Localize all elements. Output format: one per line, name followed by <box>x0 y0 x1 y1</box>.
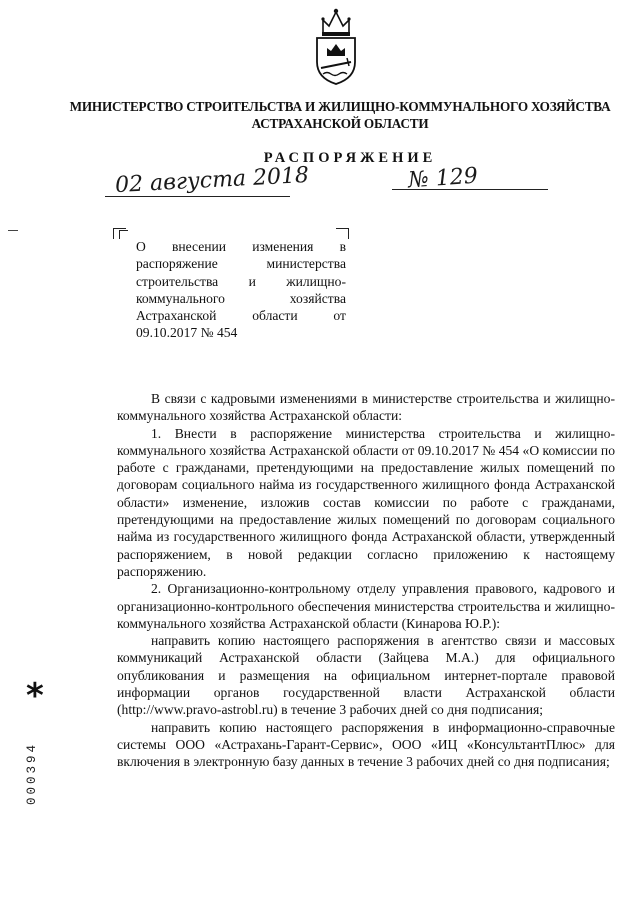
date-underline <box>105 196 290 197</box>
subject-line: 09.10.2017 № 454 <box>136 325 238 341</box>
order-title: РАСПОРЯЖЕНИЕ <box>263 150 437 166</box>
intro-paragraph: В связи с кадровыми изменениями в министерстве строительства и жилищно-коммунального хозяйства Астраханской области: <box>117 391 615 424</box>
subject-line: Астраханской области от <box>136 308 346 324</box>
item-2b-paragraph: направить копию настоящего распоряжения в информационно-справочные системы ООО «Астрахань-Гарант-Сервис», ООО «ИЦ «КонсультантПлюс» для включения в электронную базу данных в течение 3 рабочих дней со дня подписания; <box>117 719 615 770</box>
margin-dash <box>8 230 18 231</box>
order-body <box>117 390 615 771</box>
subject-line: О внесении изменения в <box>136 239 346 254</box>
handwritten-date: 02 августа 2018 <box>114 162 310 199</box>
ministry-name <box>60 98 620 132</box>
coat-of-arms-icon <box>309 6 363 86</box>
item-1-paragraph: 1. Внести в распоряжение министерства строительства и жилищно-коммунального хозяйства Астраханской области от 09.10.2017 № 454 «О комиссии по работе с гражданами, претендующими на предоставление жилых помещений по договорам социального найма из государственного жилищного фонда Астраханской области» изменение, изложив состав комиссии по работе с гражданами, претендующими на предоставление жилых помещений по договорам социального найма из государственного жилищного фонда Астраханской области, утвержденный распоряжением, в новой редакции согласно приложению к настоящему распоряжению. <box>117 425 615 579</box>
subject-line: коммунального хозяйства <box>136 290 346 306</box>
subject-line: строительства и жилищно- <box>136 273 346 289</box>
ministry-line-1: МИНИСТЕРСТВО СТРОИТЕЛЬСТВА И ЖИЛИЩНО-КОММУНАЛЬНОГО ХОЗЯЙСТВА <box>69 99 611 114</box>
handwritten-number: № 129 <box>407 163 479 194</box>
margin-star-mark: * <box>26 676 44 716</box>
subject-bracket-left-inner <box>119 230 128 239</box>
number-underline <box>392 189 548 190</box>
margin-serial-text: 000394 <box>25 741 39 805</box>
subject-line: распоряжение министерства <box>136 256 346 272</box>
item-2-paragraph: 2. Организационно-контрольному отделу управления правового, кадрового и организационно-контрольного обеспечения министерства строительства и жилищно-коммунального хозяйства Астраханской области (Кинарова Ю.Р.): <box>117 581 615 631</box>
ministry-line-2: АСТРАХАНСКОЙ ОБЛАСТИ <box>251 116 429 131</box>
item-2a-paragraph: направить копию настоящего распоряжения в агентство связи и массовых коммуникаций Астраханской области (Зайцева М.А.) для официального опубликования и размещения на официальном интернет-портале правовой информации органов государственной власти Астраханской области (http://www.pravo-astrobl.ru) в течение 3 рабочих дней со дня подписания; <box>117 633 615 718</box>
order-subject <box>136 238 346 342</box>
